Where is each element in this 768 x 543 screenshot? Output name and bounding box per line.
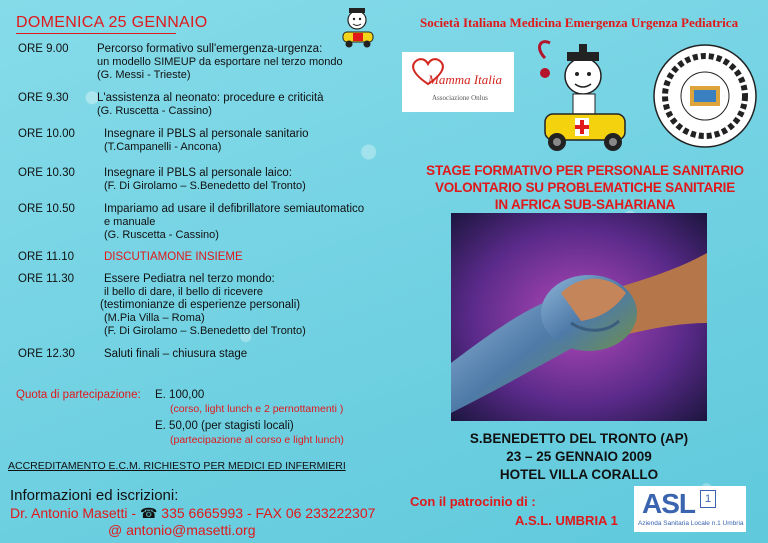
session-4-line: (G. Ruscetta - Cassino) — [104, 229, 219, 241]
phone-number[interactable]: 335 6665993 — [161, 505, 244, 521]
session-0-line: (G. Messi - Trieste) — [97, 69, 191, 81]
asl-logo-text: ASL — [642, 488, 695, 519]
fee-amount-2: E. 50,00 (per stagisti locali) — [155, 420, 294, 432]
telephone-icon: ☎ — [139, 505, 158, 521]
mamma-italia-sub: Associazione Onlus — [432, 94, 488, 102]
email-address[interactable]: @ antonio@masetti.org — [108, 522, 256, 538]
stage-title-line: IN AFRICA SUB-SAHARIANA — [494, 197, 676, 212]
session-2-line: (T.Campanelli - Ancona) — [104, 141, 222, 153]
asl-umbria-logo — [634, 486, 746, 532]
session-7-line: Saluti finali – chiusura stage — [104, 348, 248, 360]
day-header: DOMENICA 25 GENNAIO — [16, 14, 208, 31]
session-1-line: L'assistenza al neonato: procedure e criticità — [97, 92, 324, 104]
info-title: Informazioni ed iscrizioni: — [10, 487, 179, 504]
session-5 — [104, 251, 243, 264]
time-1: ORE 9.30 — [18, 92, 69, 104]
time-5: ORE 11.10 — [18, 251, 75, 263]
society-name: Società Italiana Medicina Emergenza Urgenza Pediatrica — [420, 15, 739, 30]
session-3-line: Insegnare il PBLS al personale laico: — [104, 167, 292, 179]
asl-logo-number: 1 — [700, 490, 716, 508]
stage-title-line: STAGE FORMATIVO PER PERSONALE SANITARIO — [426, 163, 744, 178]
session-2-line: Insegnare il PBLS al personale sanitario — [104, 128, 309, 140]
session-0-line: un modello SIMEUP da esportare nel terzo mondo — [97, 56, 343, 68]
session-3-line: (F. Di Girolamo – S.Benedetto del Tronto) — [104, 180, 306, 192]
fee-label: Quota di partecipazione: — [16, 389, 141, 401]
session-2 — [104, 128, 309, 154]
session-0 — [97, 43, 343, 82]
hands-clasped-photo — [451, 213, 707, 421]
session-6-line: il bello di dare, il bello di ricevere — [104, 286, 263, 298]
asl-logo-sub: Azienda Sanitaria Locale n.1 Umbria — [638, 520, 744, 527]
location-line: S.BENEDETTO DEL TRONTO (AP) — [469, 431, 689, 446]
session-6-line: (F. Di Girolamo – S.Benedetto del Tronto) — [104, 325, 306, 337]
session-3 — [104, 167, 306, 193]
session-7 — [104, 348, 247, 361]
header-underline — [16, 33, 176, 34]
association-seal-logo — [652, 42, 758, 150]
session-6-line: Essere Pediatra nel terzo mondo: — [104, 273, 275, 285]
session-1 — [97, 92, 324, 118]
session-4-line: e manuale — [104, 216, 156, 228]
stage-title — [396, 162, 768, 213]
session-6-line: (testimonianze di esperienze personali) — [100, 299, 301, 311]
mamma-italia-text: Mamma Italia — [428, 72, 503, 87]
cartoon-doctor-illustration — [335, 6, 381, 48]
time-2: ORE 10.00 — [18, 128, 75, 140]
session-4-line: Impariamo ad usare il defibrillatore semiautomatico — [104, 203, 365, 215]
location-line: HOTEL VILLA CORALLO — [499, 467, 659, 482]
event-location — [450, 430, 708, 484]
contact-line — [10, 505, 375, 522]
session-6-line: (M.Pia Villa – Roma) — [104, 312, 205, 324]
fee-note-1: (corso, light lunch e 2 pernottamenti ) — [170, 403, 344, 415]
time-6: ORE 11.30 — [18, 273, 75, 285]
fax-number: - FAX 06 233222307 — [246, 505, 376, 521]
location-line: 23 – 25 GENNAIO 2009 — [506, 449, 652, 464]
session-1-line: (G. Ruscetta - Cassino) — [97, 105, 212, 117]
cartoon-car-doctor-illustration — [525, 38, 635, 158]
contact-name: Dr. Antonio Masetti - — [10, 505, 137, 521]
mamma-italia-logo — [402, 52, 514, 112]
session-6 — [100, 273, 306, 338]
session-0-line: Percorso formativo sull'emergenza-urgenza: — [97, 43, 323, 55]
time-4: ORE 10.50 — [18, 203, 75, 215]
time-7: ORE 12.30 — [18, 348, 75, 360]
patronage-label: Con il patrocinio di : — [410, 494, 536, 509]
accreditation-text: ACCREDITAMENTO E.C.M. RICHIESTO PER MEDICI ED INFERMIERI — [8, 460, 346, 472]
session-4 — [104, 203, 364, 242]
time-0: ORE 9.00 — [18, 43, 69, 55]
time-3: ORE 10.30 — [18, 167, 75, 179]
patronage-org: A.S.L. UMBRIA 1 — [515, 513, 618, 528]
fee-amount-1: E. 100,00 — [155, 389, 205, 401]
session-5-line: DISCUTIAMONE INSIEME — [104, 251, 243, 263]
fee-note-2: (partecipazione al corso e light lunch) — [170, 434, 344, 446]
stage-title-line: VOLONTARIO SU PROBLEMATICHE SANITARIE — [434, 180, 736, 195]
